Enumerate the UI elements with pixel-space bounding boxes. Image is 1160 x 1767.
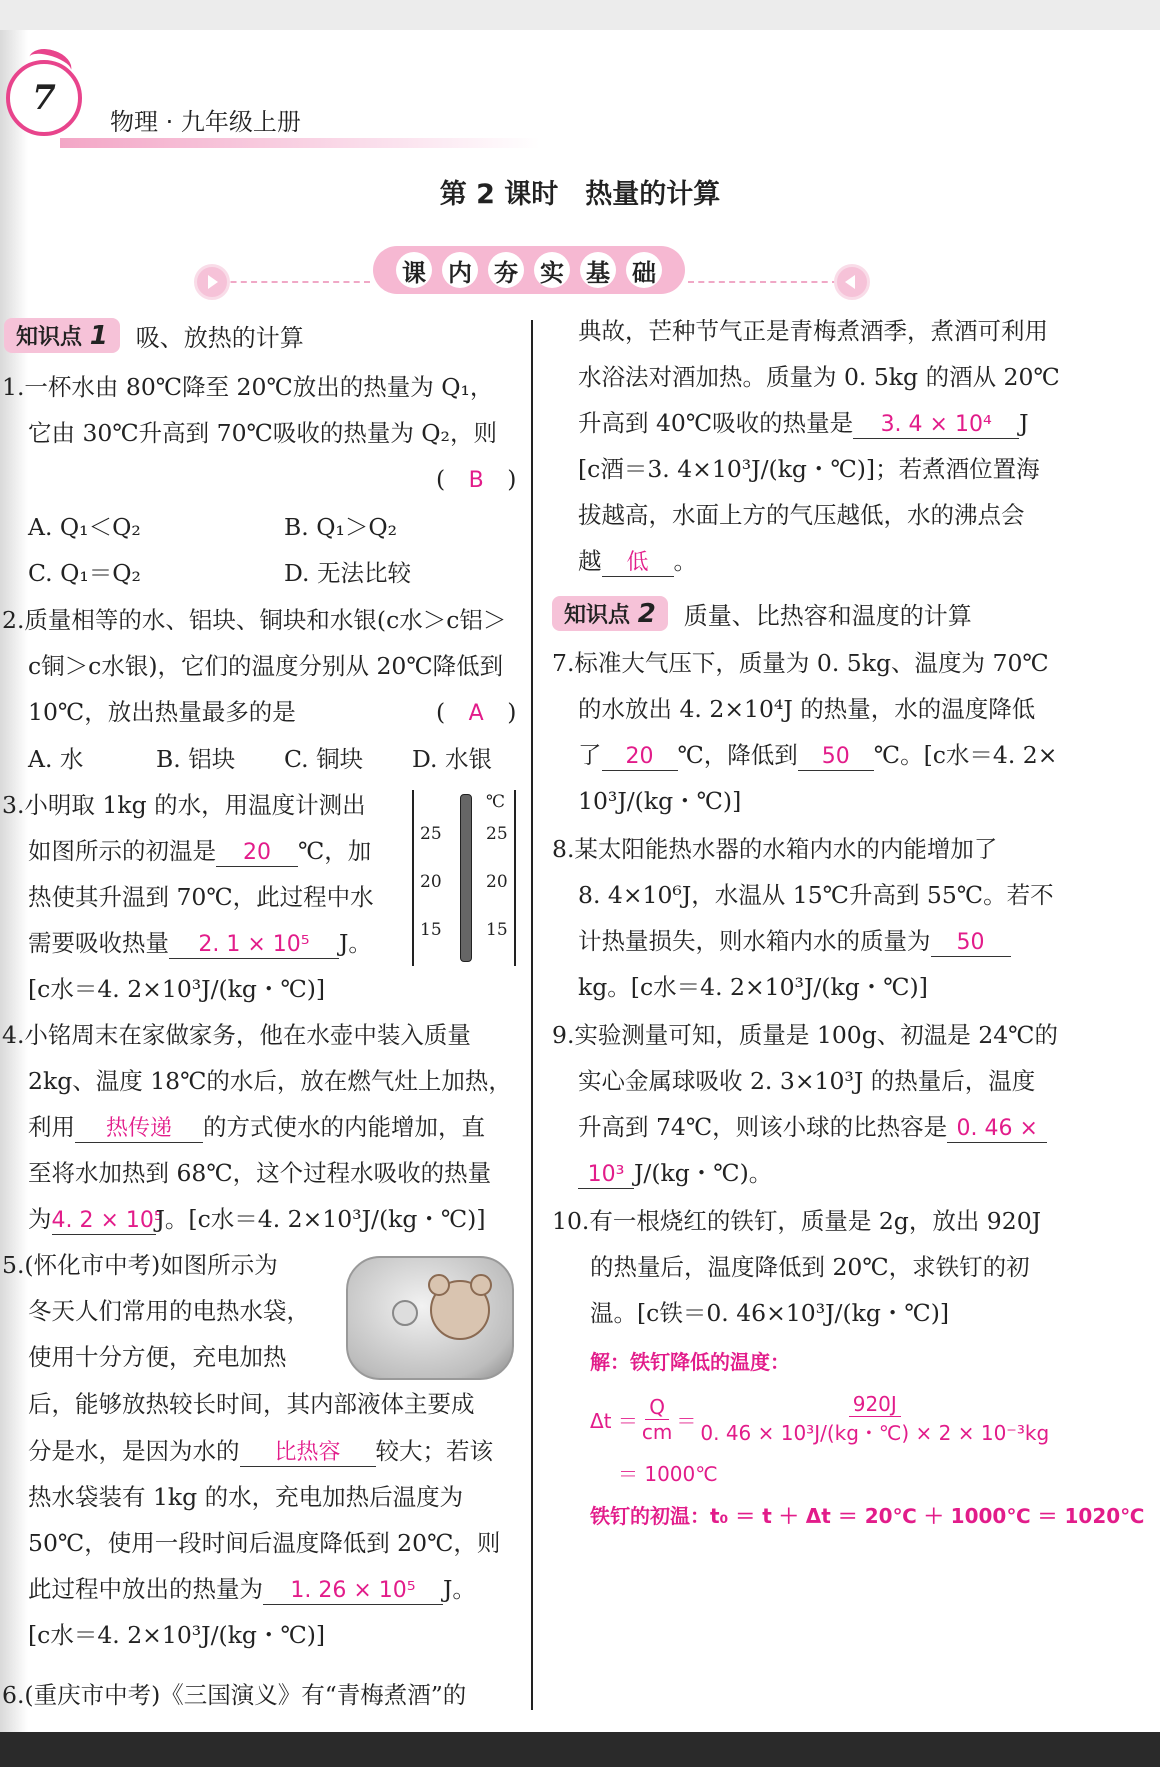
bear-face-icon <box>430 1280 490 1340</box>
q4-line: 利用 热传递 的方式使水的内能增加，直 <box>28 1113 485 1141</box>
banner-char: 基 <box>580 252 616 288</box>
thermometer-tube <box>460 794 472 962</box>
q10-line: 的热量后，温度降低到 20℃，求铁钉的初 <box>590 1253 1030 1281</box>
q5-line: 分是水，是因为水的 比热容 较大；若该 <box>28 1437 493 1465</box>
q8-line: 8.某太阳能热水器的水箱内水的内能增加了 <box>552 835 998 863</box>
q2-option-c: C. 铜块 <box>284 745 364 773</box>
solution-fraction: $\frac{Q}{cm}$ <box>641 1394 673 1444</box>
q10-line: 10.有一根烧红的铁钉，质量是 2g，放出 920J <box>552 1207 1042 1235</box>
q3-line: [c水＝4. 2×10³J/(kg・℃)] <box>28 975 326 1003</box>
q9-line: 升高到 74℃，则该小球的比热容是 0. 46 × <box>578 1112 1047 1143</box>
banner-arrow-right-icon <box>834 264 870 300</box>
q7-line: 10³J/(kg・℃)] <box>578 787 742 815</box>
banner-char: 础 <box>626 252 662 288</box>
q2-option-d: D. 水银 <box>412 745 492 773</box>
section-banner <box>373 246 685 294</box>
bag-button-icon <box>392 1300 418 1326</box>
banner-char: 实 <box>534 252 570 288</box>
thermometer-tick: 25 <box>420 824 442 844</box>
q7-line: 7.标准大气压下，质量为 0. 5kg、温度为 70℃ <box>552 649 1049 677</box>
q8-line: kg。[c水＝4. 2×10³J/(kg・℃)] <box>578 973 928 1001</box>
solution-formula <box>590 1392 1049 1446</box>
q1-option-c: C. Q₁＝Q₂ <box>28 559 141 587</box>
banner-arrow-left-icon <box>194 264 230 300</box>
page-shadow <box>0 30 28 1732</box>
q4-line: 4.小铭周末在家做家务，他在水壶中装入质量 <box>2 1021 471 1049</box>
q5-line: 热水袋装有 1kg 的水，充电加热后温度为 <box>28 1483 464 1511</box>
solution-line: ＝ 1000℃ <box>618 1462 718 1486</box>
q3-line: 需要吸收热量 2. 1 × 10⁵ J。 <box>28 929 372 957</box>
hot-water-bag-image <box>346 1256 514 1380</box>
q4-blank-2: 4. 2 × 10⁵ <box>51 1208 163 1233</box>
q9-line: 9.实验测量可知，质量是 100g、初温是 24℃的 <box>552 1021 1058 1049</box>
q4-line: 2kg、温度 18℃的水后，放在燃气灶上加热， <box>28 1067 512 1095</box>
q7-blank-2: 50 <box>798 744 874 771</box>
q6-line: 水浴法对酒加热。质量为 0. 5kg 的酒从 20℃ <box>578 363 1060 391</box>
book-title: 物理 · 九年级上册 <box>110 108 301 136</box>
q8-blank: 50 <box>931 930 1011 957</box>
thermometer-tick: 20 <box>420 872 442 892</box>
thermometer-tick: 15 <box>486 920 508 940</box>
q1-option-a: A. Q₁＜Q₂ <box>28 513 141 541</box>
q6-blank-2: 低 <box>602 550 674 577</box>
q2-line: c铜＞c水银)，它们的温度分别从 20℃降低到 <box>28 652 504 680</box>
q6-line: 越 低 。 <box>578 547 697 575</box>
q9-blank-cont: 10³ <box>578 1162 634 1189</box>
q6-line: 升高到 40℃吸收的热量是 3. 4 × 10⁴ J <box>578 409 1029 437</box>
knowledge-point-2 <box>552 596 972 631</box>
solution-lhs: Δt ＝ <box>590 1408 638 1433</box>
q9-line: 实心金属球吸收 2. 3×10³J 的热量后，温度 <box>578 1067 1036 1095</box>
q1-option-b: B. Q₁＞Q₂ <box>284 513 398 541</box>
column-divider <box>531 320 533 1710</box>
q5-line: 后，能够放热较长时间，其内部液体主要成 <box>28 1390 475 1418</box>
q4-line: 为4. 2 × 10⁵J。[c水＝4. 2×10³J/(kg・℃)] <box>28 1205 486 1233</box>
q2-answer: ( A ) <box>436 698 517 726</box>
knowledge-point-1 <box>4 318 304 353</box>
kp-title: 质量、比热容和温度的计算 <box>683 602 972 630</box>
q8-line: 计热量损失，则水箱内水的质量为 50 <box>578 926 1011 957</box>
q3-line: 如图所示的初温是 20 ℃，加 <box>28 837 372 865</box>
q1-line: 1.一杯水由 80℃降至 20℃放出的热量为 Q₁， <box>2 373 494 401</box>
banner-line-left <box>210 281 370 283</box>
q7-line: 的水放出 4. 2×10⁴J 的热量，水的温度降低 <box>578 695 1036 723</box>
thermometer-tick: 20 <box>486 872 508 892</box>
q3-line: 3.小明取 1kg 的水，用温度计测出 <box>2 791 366 819</box>
q2-option-b: B. 铝块 <box>156 745 236 773</box>
q5-line: 冬天人们常用的电热水袋， <box>28 1297 310 1325</box>
banner-line-right <box>688 281 838 283</box>
bottom-edge <box>0 1732 1160 1767</box>
header-bar <box>60 138 540 148</box>
kp-tag: 知识点 2 <box>552 596 668 631</box>
q7-line: 了 20 ℃，降低到 50 ℃。[c水＝4. 2× <box>578 741 1058 769</box>
q2-option-a: A. 水 <box>28 745 84 773</box>
banner-char: 夯 <box>488 252 524 288</box>
q3-blank-1: 20 <box>216 840 298 867</box>
top-edge <box>0 0 1160 30</box>
q6-line: 典故，芒种节气正是青梅煮酒季，煮酒可利用 <box>578 317 1048 345</box>
banner-char: 内 <box>442 252 478 288</box>
q3-blank-2: 2. 1 × 10⁵ <box>169 932 339 959</box>
thermometer-unit: ℃ <box>486 792 506 812</box>
thermometer-tick: 25 <box>486 824 508 844</box>
q4-blank-1: 热传递 <box>75 1116 203 1143</box>
thermometer-figure <box>412 790 516 966</box>
q5-line: 5.(怀化市中考)如图所示为 <box>2 1251 278 1279</box>
thermometer-tick: 15 <box>420 920 442 940</box>
banner-char: 课 <box>396 252 432 288</box>
page-number: 7 <box>32 78 56 118</box>
solution-line: 铁钉的初温：t₀ ＝ t ＋ Δt ＝ 20℃ ＋ 1000℃ ＝ 1020℃ <box>590 1504 1145 1528</box>
q2-line: 2.质量相等的水、铝块、铜块和水银(c水＞c铝＞ <box>2 606 507 634</box>
q5-line: 此过程中放出的热量为 1. 26 × 10⁵ J。 <box>28 1575 476 1603</box>
q10-line: 温。[c铁＝0. 46×10³J/(kg・℃)] <box>590 1299 950 1327</box>
q5-line: 50℃，使用一段时间后温度降低到 20℃，则 <box>28 1529 501 1557</box>
kp-tag: 知识点 1 <box>4 318 120 353</box>
q5-blank-1: 比热容 <box>240 1440 376 1467</box>
lesson-title: 第 2 课时 热量的计算 <box>439 179 721 210</box>
solution-fraction: $\frac{920J}{\text{0. 46 × 10³J/(kg・℃) × 2 × 10⁻³kg}}$ <box>700 1392 1050 1445</box>
q9-line: 10³ J/(kg・℃)。 <box>578 1158 772 1189</box>
q6-blank-1: 3. 4 × 10⁴ <box>853 412 1019 439</box>
q8-line: 8. 4×10⁶J，水温从 15℃升高到 55℃。若不 <box>578 881 1054 909</box>
q1-answer: ( B ) <box>436 465 517 493</box>
q6-line: 拔越高，水面上方的气压越低，水的沸点会 <box>578 501 1025 529</box>
q5-line: 使用十分方便，充电加热 <box>28 1343 287 1371</box>
solution-eq: ＝ <box>676 1408 697 1433</box>
q5-line: [c水＝4. 2×10³J/(kg・℃)] <box>28 1621 326 1649</box>
q3-line: 热使其升温到 70℃，此过程中水 <box>28 883 374 911</box>
q5-blank-2: 1. 26 × 10⁵ <box>263 1578 443 1605</box>
solution-line: 解：铁钉降低的温度： <box>590 1350 790 1374</box>
q6-line: [c酒＝3. 4×10³J/(kg・℃)]；若煮酒位置海 <box>578 455 1040 483</box>
kp-title: 吸、放热的计算 <box>135 324 304 352</box>
q1-option-d: D. 无法比较 <box>284 559 411 587</box>
q2-line: 10℃，放出热量最多的是 <box>28 698 296 726</box>
page-number-badge <box>6 60 82 136</box>
q7-blank-1: 20 <box>602 744 678 771</box>
q6-line: 6.(重庆市中考)《三国演义》有“青梅煮酒”的 <box>2 1681 467 1709</box>
q1-line: 它由 30℃升高到 70℃吸收的热量为 Q₂，则 <box>28 419 497 447</box>
q4-line: 至将水加热到 68℃，这个过程水吸收的热量 <box>28 1159 492 1187</box>
q9-blank: 0. 46 × <box>947 1116 1047 1143</box>
